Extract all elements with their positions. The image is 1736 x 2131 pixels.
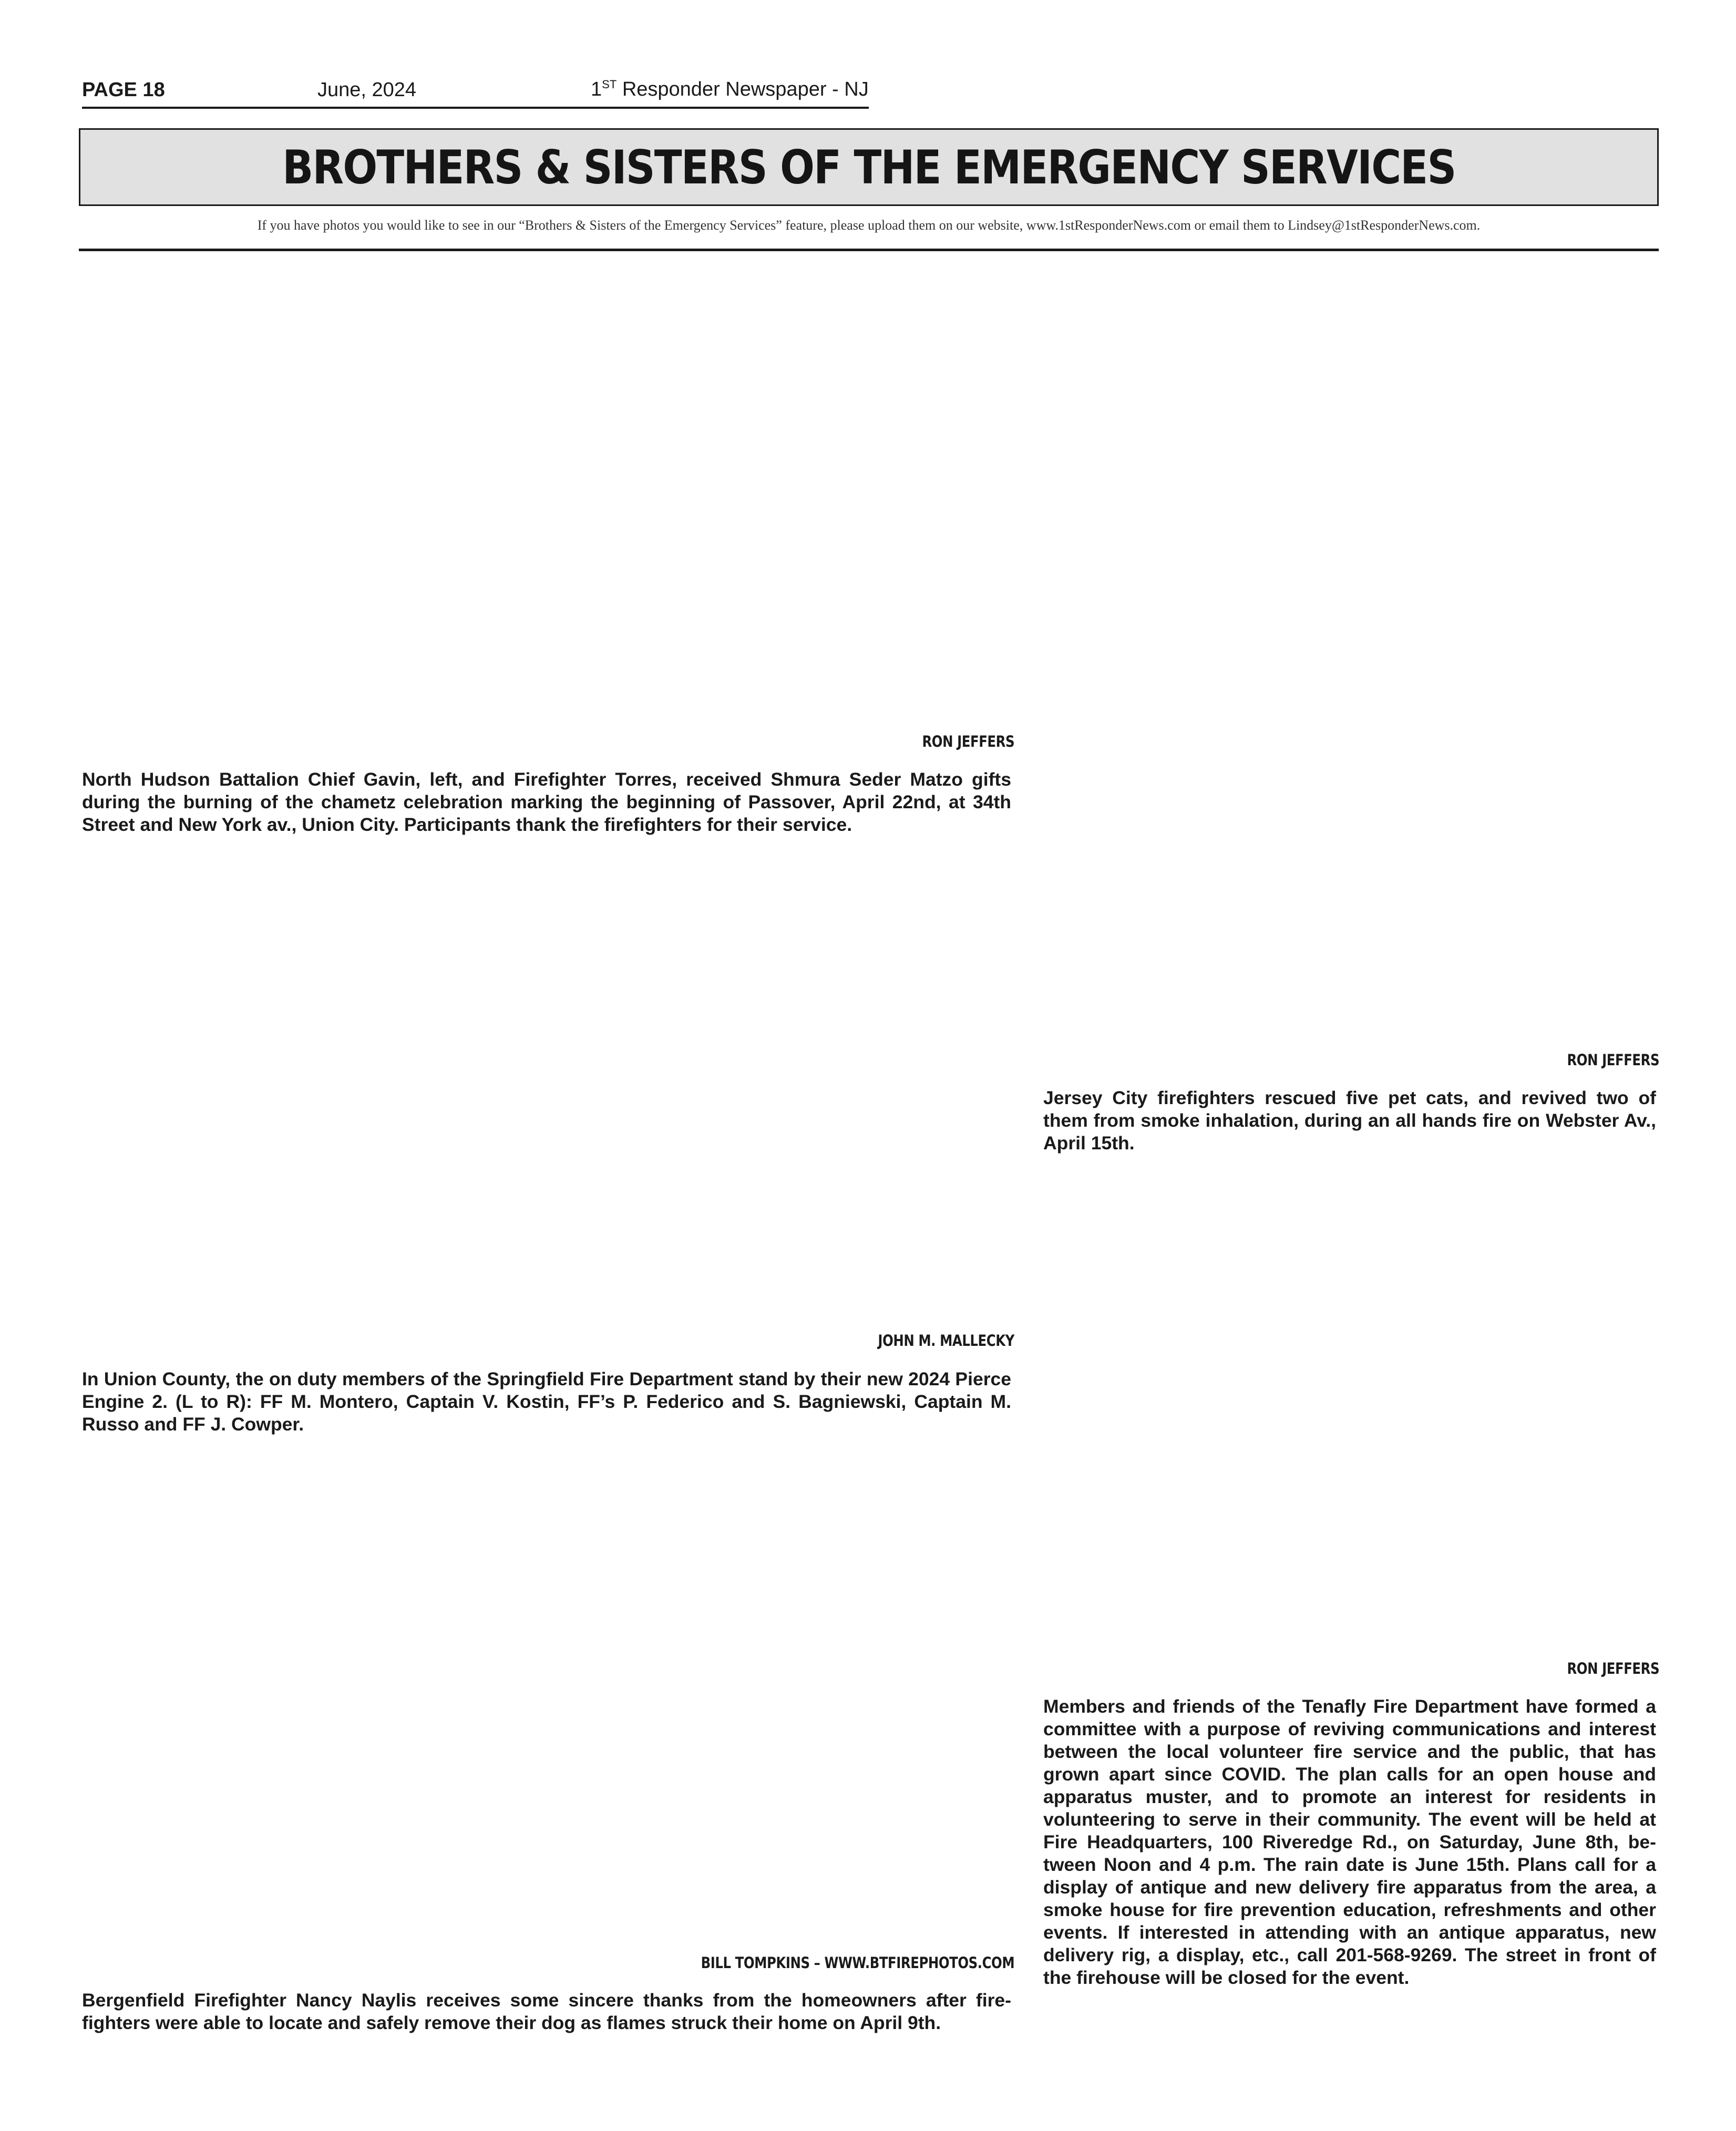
photo-area-jersey-city bbox=[1043, 263, 1656, 1046]
paper-name-prefix: 1 bbox=[591, 78, 602, 100]
photo-caption: Members and friends of the Tenafly Fire Department have formed a committee with a purpose of reviving communications and interest between the local volunteer fire service and the public, that has grown apart since COVID. The plan calls for an open house and apparatus muster, and to promote an interest for residents in volunteering to serve in their community. The event will be held at Fire Headquarters, 100 Riveredge Rd., on Saturday, June 8th, between Noon and 4 p.m. The rain date is June 15th. Plans call for a display of antique and new delivery fire apparatus from the area, a smoke house for fire prevention education, refreshments and other events. If interested in attending with an antique apparatus, new delivery rig, a display, etc., call 201-568-9269. The street in front of the firehouse will be closed for the event. bbox=[1043, 1696, 1656, 1988]
header-rule bbox=[82, 107, 869, 109]
paper-name-suffix: Responder Newspaper - NJ bbox=[617, 78, 869, 100]
newspaper-name bbox=[591, 78, 869, 101]
issue-date: June, 2024 bbox=[317, 79, 417, 101]
section-banner bbox=[79, 128, 1659, 206]
photo-caption: In Union County, the on duty members of the Springfield Fire Department stand by their new 2024 Pierce Engine 2. (L to R): FF M. Montero, Captain V. Kostin, FF’s P. Federico and S. Bagniewski, Captain M. Russo and FF J. Cowper. bbox=[82, 1368, 1011, 1435]
photo-credit: RON JEFFERS bbox=[1567, 1660, 1659, 1677]
photo-credit: JOHN M. MALLECKY bbox=[878, 1332, 1014, 1350]
photo-area-bergenfield bbox=[82, 1461, 1011, 1944]
photo-credit: RON JEFFERS bbox=[922, 733, 1014, 750]
page-number: PAGE 18 bbox=[82, 79, 165, 101]
banner-rule bbox=[79, 249, 1659, 251]
photo-caption: North Hudson Battalion Chief Gavin, left, and Firefighter Torres, received Shmura Seder Matzo gifts during the burning of the chametz celebration marking the beginning of Passover, April 22nd, at 34th Street and New York av., Union City. Participants thank the firefighters for their service. bbox=[82, 769, 1011, 835]
photo-area-springfield bbox=[82, 862, 1011, 1324]
photo-credit: BILL TOMPKINS – WWW.BTFIREPHOTOS.COM bbox=[701, 1954, 1014, 1972]
photo-area-north-hudson bbox=[82, 263, 1011, 725]
photo-caption: Jersey City firefighters rescued five pet cats, and revived two of them from smoke inhalation, during an all hands fire on Webster Av., April 15th. bbox=[1043, 1087, 1656, 1154]
photo-credit: RON JEFFERS bbox=[1567, 1051, 1659, 1069]
section-title: BROTHERS & SISTERS OF THE EMERGENCY SERVICES bbox=[282, 140, 1456, 194]
paper-name-superscript: ST bbox=[602, 78, 617, 91]
photo-area-tenafly bbox=[1043, 1167, 1656, 1650]
submission-notice: If you have photos you would like to see in our “Brothers & Sisters of the Emergency Services” feature, please upload them on our website, www.1stResponderNews.com or email them to Lindsey@1stResponderNews.com. bbox=[257, 218, 1481, 233]
photo-caption: Bergenfield Firefighter Nancy Naylis receives some sincere thanks from the homeowners after firefighters were able to locate and safely remove their dog as flames struck their home on April 9th. bbox=[82, 1990, 1011, 2033]
